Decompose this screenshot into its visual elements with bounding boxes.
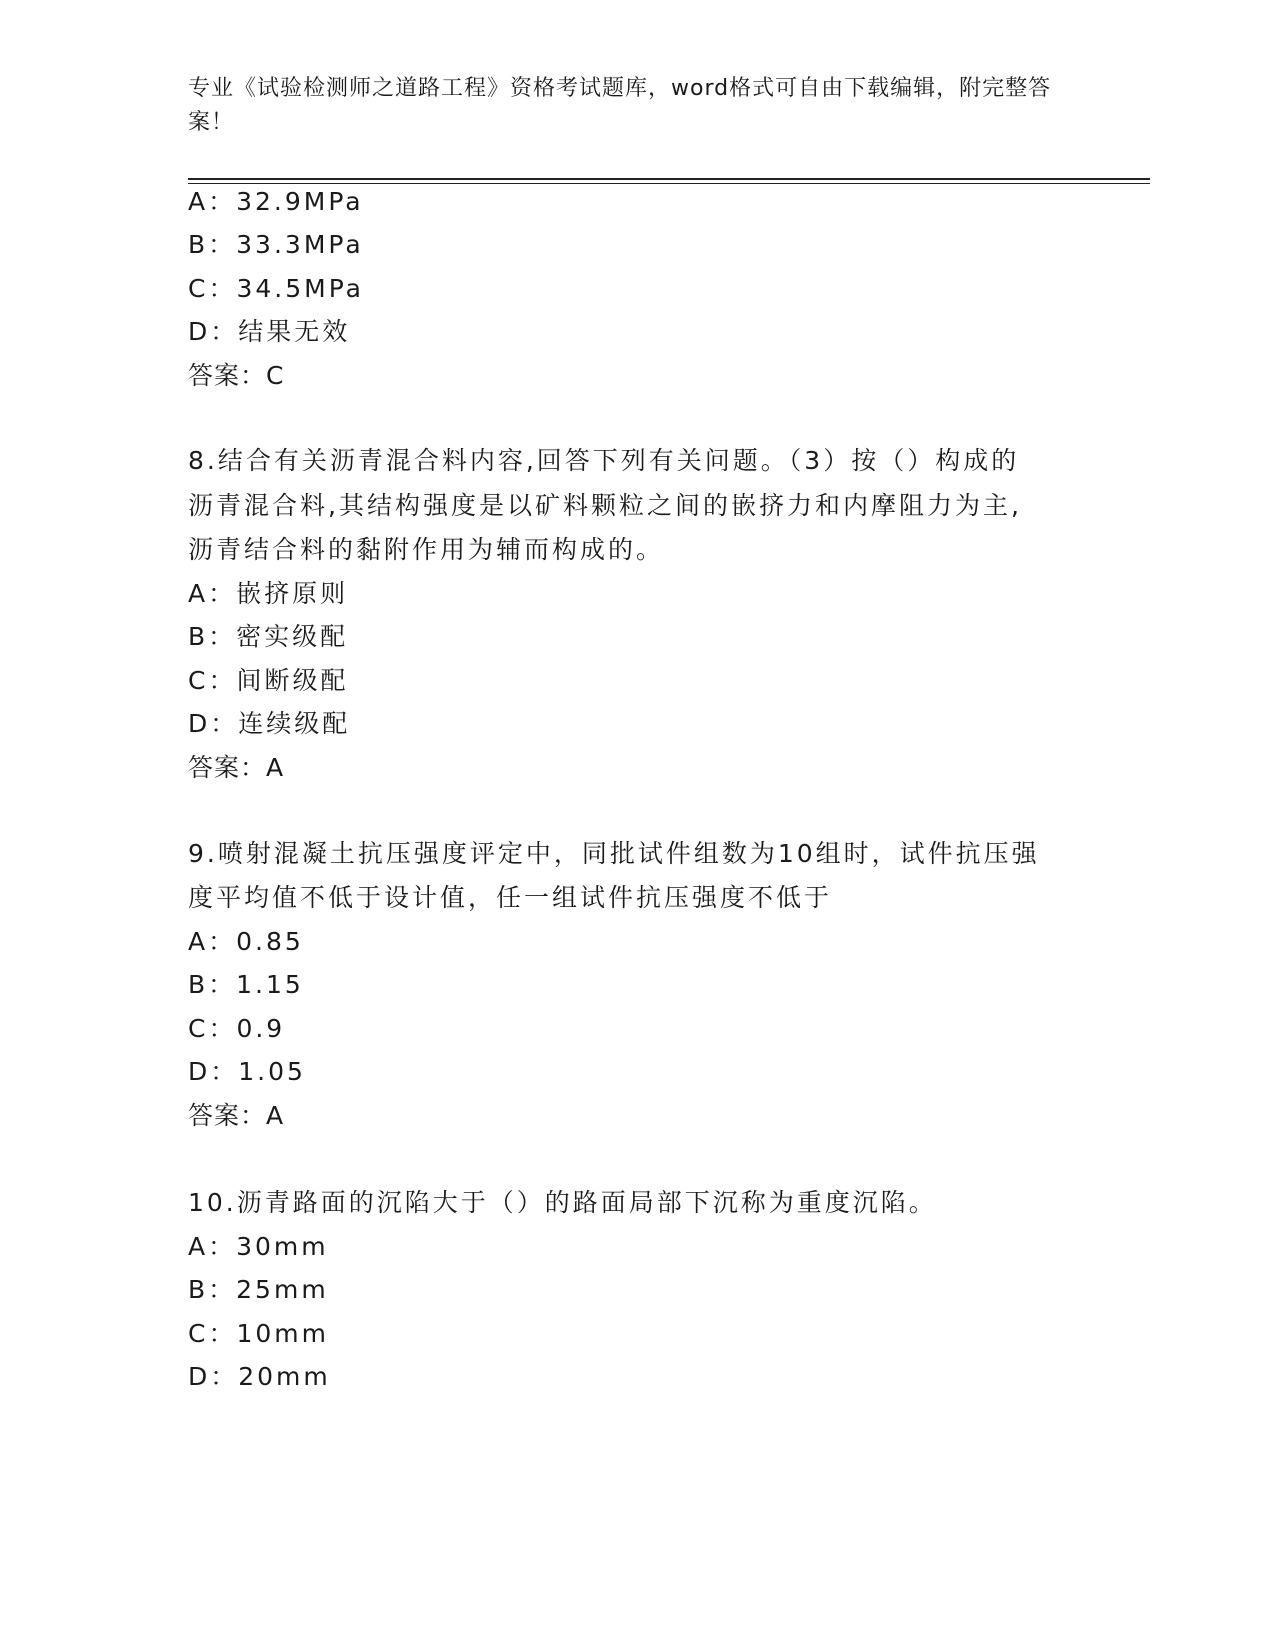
q9-option-b: B：1.15 (188, 970, 304, 999)
q10-text-line-1: 10.沥青路面的沉陷大于（）的路面局部下沉称为重度沉陷。 (188, 1188, 937, 1217)
prev-option-b: B：33.3MPa (188, 230, 364, 259)
q9-text-line-1: 9.喷射混凝土抗压强度评定中，同批试件组数为10组时，试件抗压强 (188, 839, 1040, 868)
document-header: 专业《试验检测师之道路工程》资格考试题库，word格式可自由下载编辑，附完整答案！ (188, 76, 1052, 135)
q8-option-b: B：密实级配 (188, 622, 349, 651)
prev-answer: 答案：C (188, 361, 285, 390)
q9-option-d: D：1.05 (188, 1057, 306, 1086)
q8-option-d: D：连续级配 (188, 709, 351, 738)
q9-option-a: A：0.85 (188, 927, 304, 956)
q8-text-line-3: 沥青结合料的黏附作用为辅而构成的。 (188, 535, 665, 564)
q8-option-a: A：嵌挤原则 (188, 579, 349, 608)
prev-option-a: A：32.9MPa (188, 187, 364, 216)
prev-option-c: C：34.5MPa (188, 274, 364, 303)
q8-answer: 答案：A (188, 753, 285, 782)
q10-option-a: A：30mm (188, 1232, 329, 1261)
q9-answer: 答案：A (188, 1101, 285, 1130)
q9-option-c: C：0.9 (188, 1014, 286, 1043)
q10-option-d: D：20mm (188, 1362, 331, 1391)
q10-option-c: C：10mm (188, 1319, 329, 1348)
q10-option-b: B：25mm (188, 1275, 329, 1304)
q9-text-line-2: 度平均值不低于设计值，任一组试件抗压强度不低于 (188, 883, 833, 912)
q8-text-line-1: 8.结合有关沥青混合料内容,回答下列有关问题。（3）按（）构成的 (188, 446, 1020, 475)
q8-text-line-2: 沥青混合料,其结构强度是以矿料颗粒之间的嵌挤力和内摩阻力为主, (188, 491, 1022, 520)
prev-option-d: D：结果无效 (188, 317, 351, 346)
q8-option-c: C：间断级配 (188, 666, 349, 695)
